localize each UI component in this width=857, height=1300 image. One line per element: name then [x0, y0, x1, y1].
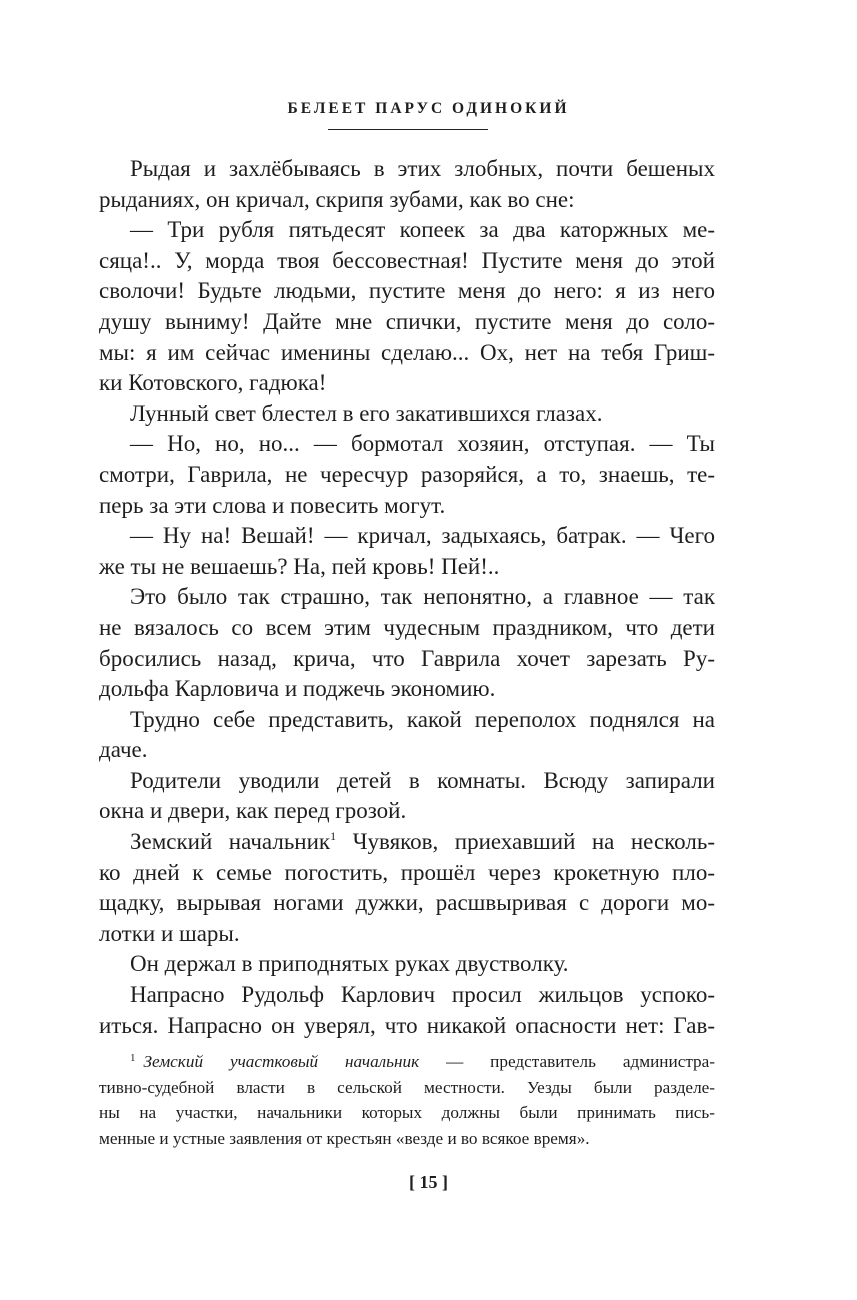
- footnote-reference: 1: [330, 829, 337, 844]
- page-number: [ 15 ]: [409, 1172, 448, 1192]
- text-line: Родители уводили детей в комнаты. Всюду запирали: [130, 767, 715, 793]
- text-line: [99, 827, 715, 858]
- running-head: БЕЛЕЕТ ПАРУС ОДИНОКИЙ: [287, 100, 570, 117]
- text-line: смотри, Гаврила, не чересчур разоряйся, а то, знаешь, те-: [99, 461, 715, 487]
- footnote-line: менные и устные заявления от крестьян «везде и во всякое время».: [99, 1128, 590, 1148]
- text-line: сяца!.. У, морда твоя бессовестная! Пустите меня до этой: [99, 247, 715, 273]
- text-line: сволочи! Будьте людьми, пустите меня до него: я из него: [99, 278, 715, 304]
- text-line: Рыдая и захлёбываясь в этих злобных, почти бешеных: [130, 156, 715, 181]
- text-line: щадку, вырывая ногами дужки, расшвыривая с дороги мо-: [99, 890, 715, 916]
- text-line: лотки и шары.: [99, 920, 240, 946]
- body-text: [99, 154, 715, 1041]
- text-line: — Три рубля пятьдесят копеек за два каторжных ме-: [130, 217, 715, 243]
- text-line: ко дней к семье погостить, прошёл через крокетную пло-: [99, 859, 715, 885]
- text-fragment: Чувяков, приехавший на несколь-: [352, 829, 715, 855]
- text-line: Трудно себе представить, какой переполох поднялся на: [130, 706, 715, 732]
- footnote-text: — представитель администра-: [446, 1052, 715, 1071]
- text-line: рыданиях, он кричал, скрипя зубами, как во сне:: [99, 186, 575, 212]
- text-line: — Но, но, но... — бормотал хозяин, отступая. — Ты: [130, 431, 715, 457]
- footnote-marker: 1: [130, 1052, 136, 1064]
- text-fragment: Земский начальник: [130, 829, 331, 855]
- running-head-rule: [328, 129, 488, 130]
- text-line: Он держал в приподнятых руках двустволку.: [130, 951, 569, 977]
- text-line: иться. Напрасно он уверял, что никакой опасности нет: Гав-: [99, 1012, 715, 1038]
- text-line: Напрасно Рудольф Карлович просил жильцов успоко-: [130, 982, 715, 1008]
- text-line: — Ну на! Вешай! — кричал, задыхаясь, батрак. — Чего: [130, 523, 715, 549]
- text-line: Это было так страшно, так непонятно, а главное — так: [130, 584, 715, 610]
- text-line: окна и двери, как перед грозой.: [99, 798, 407, 824]
- footnote: [99, 1049, 715, 1151]
- footnote-term: Земский участковый начальник: [143, 1052, 420, 1071]
- text-line: душу выниму! Дайте мне спички, пустите меня до соло-: [99, 308, 715, 334]
- footnote-line: [99, 1049, 715, 1075]
- text-line: бросились назад, крича, что Гаврила хочет зарезать Ру-: [99, 645, 715, 671]
- text-line: ки Котовского, гадюка!: [99, 370, 327, 396]
- text-line: перь за эти слова и повесить могут.: [99, 492, 446, 518]
- text-line: мы: я им сейчас именины сделаю... Ох, нет на тебя Гриш-: [99, 339, 715, 365]
- text-line: Лунный свет блестел в его закатившихся глазах.: [130, 400, 603, 426]
- text-line: даче.: [99, 737, 148, 763]
- footnote-line: ны на участки, начальники которых должны были принимать пись-: [99, 1103, 715, 1123]
- footnote-line: тивно-судебной власти в сельской местности. Уезды были разделе-: [99, 1077, 715, 1097]
- text-line: дольфа Карловича и поджечь экономию.: [99, 676, 496, 702]
- text-line: же ты не вешаешь? На, пей кровь! Пей!..: [99, 553, 500, 579]
- text-line: не вязалось со всем этим чудесным праздником, что дети: [99, 614, 715, 640]
